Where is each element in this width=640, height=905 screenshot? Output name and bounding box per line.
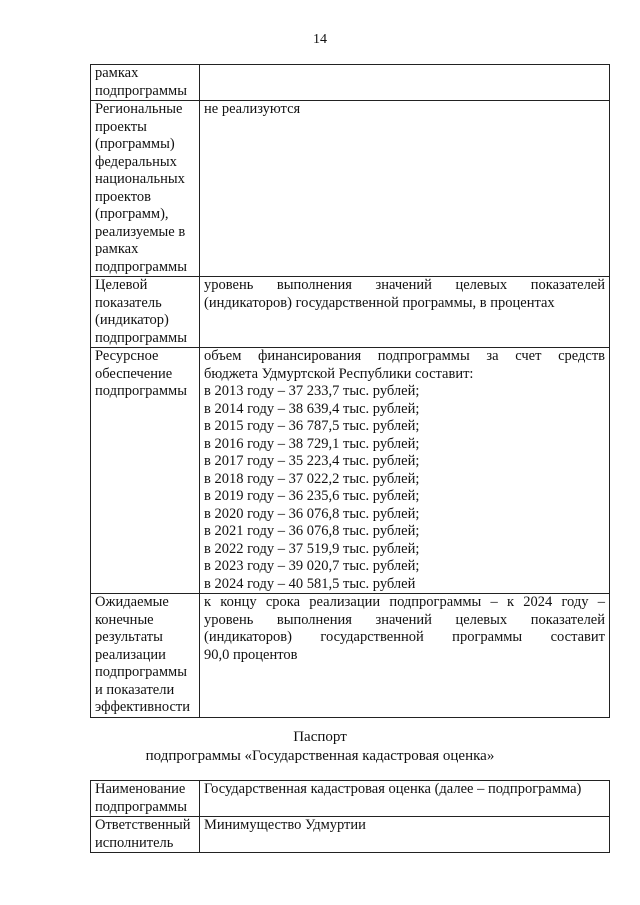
row-value-cont (200, 65, 610, 101)
table-row (91, 65, 610, 101)
row-label-executor: Ответственный исполнитель (91, 817, 200, 853)
page-number: 14 (313, 32, 327, 47)
funding-year-line: в 2015 году – 36 787,5 тыс. рублей; (204, 418, 420, 434)
table-row (91, 348, 610, 594)
funding-year-line: в 2024 году – 40 581,5 тыс. рублей (204, 575, 416, 592)
table-row (91, 101, 610, 277)
table-row (91, 817, 610, 853)
passport-heading (0, 728, 640, 766)
subprogram-passport-table-continued (90, 64, 610, 718)
funding-year-line: в 2014 году – 38 639,4 тыс. рублей; (204, 400, 420, 417)
row-label-expected: Ожидаемые конечные результаты реализации подпрограммы и показатели эффективности (91, 594, 200, 718)
row-value-executor: Минимущество Удмуртии (200, 817, 610, 853)
table-row (91, 594, 610, 718)
row-label-resource: Ресурсное обеспечение подпрограммы (91, 348, 200, 594)
funding-year-line: в 2020 году – 36 076,8 тыс. рублей; (204, 505, 420, 522)
funding-year-line: в 2017 году – 35 223,4 тыс. рублей; (204, 453, 420, 469)
row-value-resource: объем финансирования подпрограммы за счет средств бюджета Удмуртской Республики составит: в 2013 году – 37 233,7 тыс. рублей; в 2014 году – 38 639,4 тыс. рублей; в 2015 году – 36 787,5 тыс. рублей; в 2016 году – 38 729,1 тыс. рублей; в 2017 году – 35 223,4 тыс. рублей; в 2018 году – 37 022,2 тыс. рублей; в 2019 году – 36 235,6 тыс. рублей; в 2020 году – 36 076,8 тыс. рублей; в 2021 году – 36 076,8 тыс. рублей; в 2022 году – 37 519,9 тыс. рублей; в 2023 году – 39 020,7 тыс. рублей; в 2024 году – 40 581,5 тыс. рублей (200, 348, 610, 594)
table-row (91, 781, 610, 817)
funding-year-line: в 2019 году – 36 235,6 тыс. рублей; (204, 488, 420, 504)
cadastral-subprogram-passport-table (90, 780, 610, 853)
funding-year-line: в 2023 году – 39 020,7 тыс. рублей; (204, 558, 420, 574)
passport-subtitle: подпрограммы «Государственная кадастровая оценка» (145, 748, 495, 764)
funding-year-line: в 2016 году – 38 729,1 тыс. рублей; (204, 435, 420, 452)
funding-year-line: в 2013 году – 37 233,7 тыс. рублей; (204, 383, 420, 399)
row-label-regional: Региональные проекты (программы) федеральных национальных проектов (программ), реализуемые в рамках подпрограммы (91, 101, 200, 277)
row-value-regional: не реализуются (200, 101, 610, 277)
funding-year-line: в 2022 году – 37 519,9 тыс. рублей; (204, 540, 420, 557)
passport-title: Паспорт (293, 729, 347, 745)
row-value-name: Государственная кадастровая оценка (далее – подпрограмма) (200, 781, 610, 817)
row-label-name: Наименование подпрограммы (91, 781, 200, 817)
row-value-target: уровень выполнения значений целевых показателей (индикаторов) государственной программы, в процентах (200, 277, 610, 348)
table-row (91, 277, 610, 348)
funding-year-line: в 2021 году – 36 076,8 тыс. рублей; (204, 523, 420, 539)
funding-year-line: в 2018 году – 37 022,2 тыс. рублей; (204, 470, 420, 487)
row-label-cont: рамках подпрограммы (91, 65, 200, 101)
row-value-expected: к концу срока реализации подпрограммы – к 2024 году – уровень выполнения значений целевых показателей (индикаторов) государственной программы составит 90,0 процентов (200, 594, 610, 718)
row-label-target: Целевой показатель (индикатор) подпрограммы (91, 277, 200, 348)
